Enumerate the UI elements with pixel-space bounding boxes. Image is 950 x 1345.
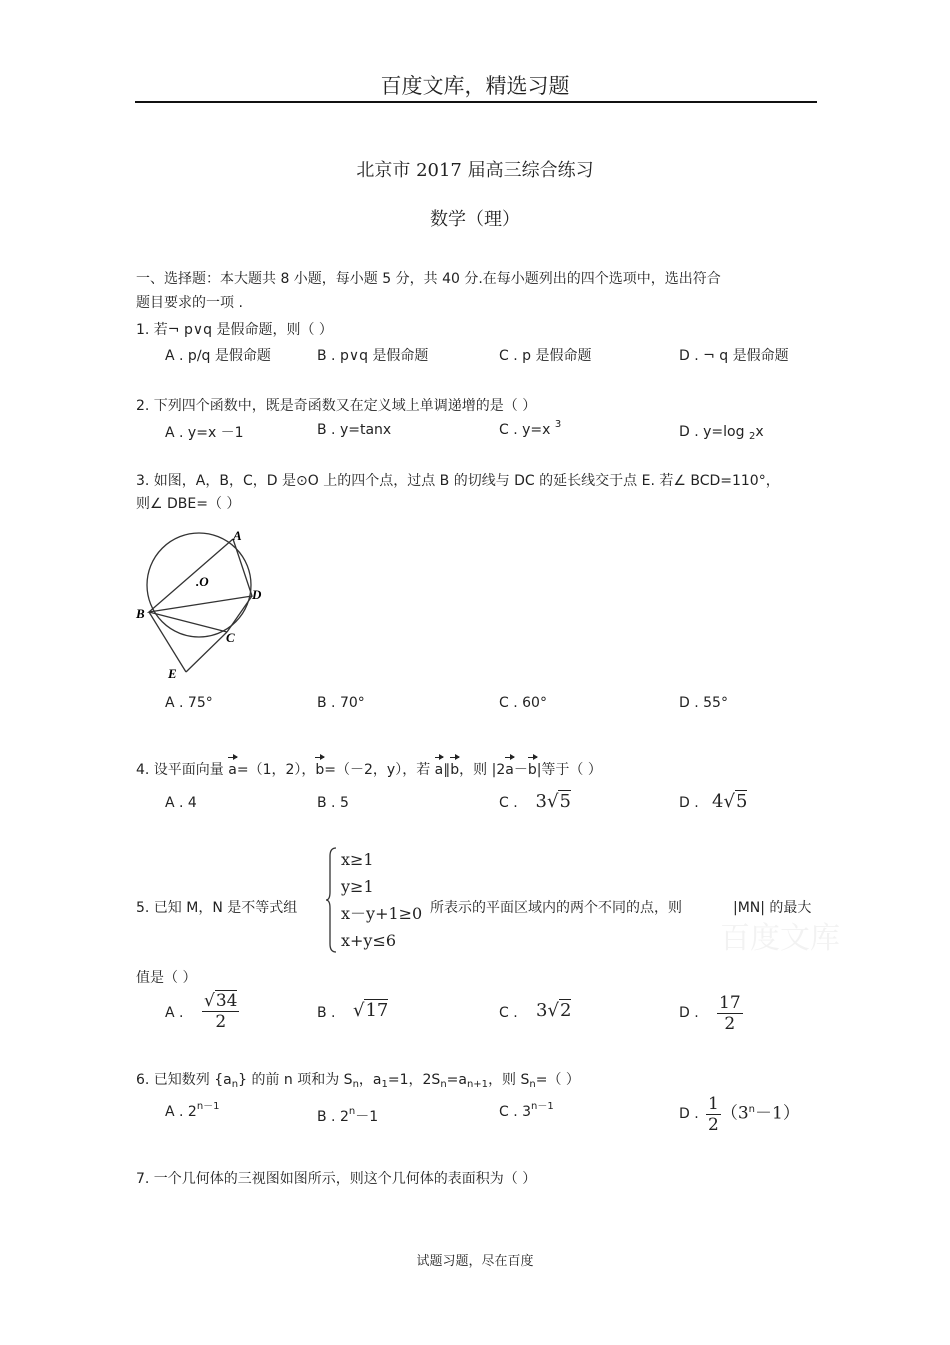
q2-option-c — [499, 419, 562, 438]
q6-option-b-post: －1 — [355, 1109, 379, 1125]
q4-option-d — [679, 791, 747, 812]
vector-b: b — [315, 762, 325, 778]
inequality-3: x－y+1≥0 — [341, 904, 423, 923]
q2-option-a: A . y=x －1 — [165, 425, 244, 441]
page-header: 百度文库，精选习题 — [380, 74, 570, 98]
q4-option-c-label: C . — [499, 795, 518, 811]
q5-option-d-denominator: 2 — [724, 1014, 736, 1034]
q6-option-d — [706, 1094, 800, 1135]
q6-option-b — [317, 1106, 378, 1126]
q6-sub-a1: 1 — [381, 1079, 388, 1090]
section-instructions-line2: 题目要求的一项 . — [136, 295, 243, 311]
chord-bc — [149, 612, 227, 632]
q5-option-a-denominator: 2 — [215, 1012, 227, 1032]
section-instructions-line1: 一、选择题：本大题共 8 小题，每小题 5 分，共 40 分.在每小题列出的四个选项中，选出符合 — [136, 271, 721, 287]
extension-ce — [186, 632, 227, 672]
q6-option-b-base: B . 2 — [317, 1109, 349, 1125]
q6-sub-2sn: n — [440, 1079, 447, 1090]
q6-option-a-exponent: n－1 — [196, 1101, 220, 1112]
q1-stem: 1. 若¬ p∨q 是假命题，则（ ） — [136, 322, 333, 338]
vector-a-2: a — [434, 762, 444, 778]
q6-sub-sn: n — [352, 1079, 359, 1090]
q2-option-d-post: x — [755, 424, 764, 440]
q3-option-a: A . 75° — [165, 695, 213, 711]
q5-option-c-label: C . — [499, 1005, 518, 1021]
vector-a-3: a — [505, 762, 514, 778]
q6-option-a-base: A . 2 — [165, 1104, 197, 1120]
q3-circle-figure — [130, 522, 280, 682]
q5-option-c — [536, 1000, 571, 1021]
label-b: B — [136, 606, 145, 621]
sqrt-sign: √ — [546, 791, 559, 812]
sqrt-sign: √ — [723, 791, 735, 812]
q1-option-c: C . p 是假命题 — [499, 348, 592, 364]
q5-option-b — [353, 1000, 388, 1021]
exam-title: 北京市 2017 届高三综合练习 — [356, 160, 594, 181]
q4-stem — [136, 761, 602, 779]
q4-then: ，则 |2 — [459, 762, 506, 778]
inequality-1: x≥1 — [341, 850, 374, 869]
q1-option-b: B . p∨q 是假命题 — [317, 348, 429, 364]
q5-stem-pre: 5. 已知 M，N 是不等式组 — [136, 900, 298, 916]
q6-option-c-base: C . 3 — [499, 1104, 532, 1120]
q5-option-b-label: B . — [317, 1005, 336, 1021]
q4-option-d-coef: 4 — [712, 791, 724, 812]
sqrt-sign: √ — [547, 1000, 559, 1021]
label-a: A — [233, 528, 242, 543]
q6-stem-g: =（ ） — [535, 1072, 580, 1088]
q4-prefix: 4. 设平面向量 — [136, 762, 229, 778]
q3-option-b: B . 70° — [317, 695, 365, 711]
page-footer: 试题习题，尽在百度 — [416, 1254, 534, 1269]
q5-option-c-radicand: 2 — [559, 1000, 572, 1021]
q5-option-d-label: D . — [679, 1005, 699, 1021]
q5-option-a — [202, 991, 239, 1032]
q4-option-b: B . 5 — [317, 795, 349, 811]
inequality-4: x+y≤6 — [341, 931, 397, 950]
label-d: D — [252, 587, 262, 602]
q5-stem-post: 所表示的平面区域内的两个不同的点，则 — [430, 900, 682, 916]
q7-stem: 7. 一个几何体的三视图如图所示，则这个几何体的表面积为（ ） — [136, 1171, 537, 1187]
q6-option-c — [499, 1101, 554, 1120]
q5-stem-line2: 值是（ ） — [136, 970, 197, 986]
q6-option-d-expr-exponent: n — [748, 1103, 755, 1115]
q2-option-d-base: 2 — [748, 431, 756, 442]
q6-option-a — [165, 1101, 220, 1120]
q6-option-d-expr-post: －1） — [755, 1103, 800, 1124]
q4-option-c-coef: 3 — [535, 791, 547, 812]
q2-option-d — [679, 424, 764, 440]
q5-option-c-coef: 3 — [536, 1000, 548, 1021]
q1-option-d: D . ¬ q 是假命题 — [679, 348, 789, 364]
q6-option-d-expr-pre: （3 — [720, 1103, 749, 1124]
q6-option-c-exponent: n－1 — [531, 1101, 554, 1112]
q4-option-a: A . 4 — [165, 795, 197, 811]
header-rule — [135, 101, 817, 103]
label-c: C — [226, 630, 235, 645]
sqrt-sign: √ — [204, 991, 215, 1011]
q6-stem-e: =a — [446, 1072, 467, 1088]
q4-option-c — [499, 791, 571, 812]
q6-option-d-numerator: 1 — [708, 1094, 719, 1114]
q6-stem-a: 6. 已知数列 {a — [136, 1072, 232, 1088]
system-brace — [326, 846, 338, 954]
q5-option-b-radicand: 17 — [365, 1000, 389, 1021]
q2-option-c-exponent: 3 — [554, 419, 562, 430]
exam-subject: 数学（理） — [430, 209, 520, 230]
sqrt-sign: √ — [353, 1000, 365, 1021]
q6-stem-b: } 的前 n 项和为 S — [238, 1072, 353, 1088]
q6-stem-f: ，则 S — [488, 1072, 530, 1088]
q2-option-d-pre: D . y=log — [679, 424, 745, 440]
q6-option-b-exponent: n — [348, 1106, 356, 1117]
vector-a: a — [228, 762, 237, 778]
q6-sub-n: n — [231, 1079, 239, 1090]
q6-option-d-label: D . — [679, 1106, 699, 1122]
fraction — [717, 993, 743, 1034]
label-o: .O — [196, 574, 209, 589]
q5-option-d — [717, 993, 743, 1034]
q3-option-d: D . 55° — [679, 695, 728, 711]
q4-minus: － — [513, 762, 528, 778]
q4-parallel: ∥ — [443, 762, 451, 778]
q4-b-value: =（－2，y），若 — [324, 762, 435, 778]
q6-option-d-denominator: 2 — [708, 1115, 719, 1135]
q5-stem-end: |MN| 的最大 — [733, 900, 812, 916]
fraction — [202, 991, 239, 1032]
q5-option-a-label: A . — [165, 1005, 184, 1021]
q4-a-value: =（1，2）， — [236, 762, 316, 778]
watermark: 百度文库 — [720, 921, 840, 956]
vector-b-2: b — [450, 762, 460, 778]
tangent-be — [149, 612, 186, 672]
vector-b-3: b — [527, 762, 537, 778]
fraction-numerator — [202, 991, 239, 1012]
q6-stem-c: ，a — [358, 1072, 382, 1088]
q1-option-a: A . p∕q 是假命题 — [165, 348, 271, 364]
q6-stem — [136, 1071, 580, 1091]
q3-stem-line1: 3. 如图，A，B，C，D 是⊙O 上的四个点，过点 B 的切线与 DC 的延长线交于点 E. 若∠ BCD=110°， — [136, 473, 780, 489]
q4-end: |等于（ ） — [536, 762, 602, 778]
q6-stem-d: =1，2S — [387, 1072, 441, 1088]
q4-option-c-radicand: 5 — [559, 791, 571, 812]
q2-option-b: B . y=tanx — [317, 422, 392, 438]
q6-sub-an1: n+1 — [466, 1079, 489, 1090]
q3-stem-line2: 则∠ DBE=（ ） — [136, 496, 241, 512]
q2-stem: 2. 下列四个函数中，既是奇函数又在定义域上单调递增的是（ ） — [136, 398, 537, 414]
q2-option-c-base: C . y=x — [499, 422, 551, 438]
q5-option-a-radicand: 34 — [215, 991, 238, 1011]
q5-option-d-numerator: 17 — [719, 993, 741, 1013]
label-e: E — [168, 666, 177, 681]
fraction — [706, 1094, 721, 1135]
chord-dc — [227, 596, 252, 632]
q4-option-d-label: D . — [679, 795, 699, 811]
inequality-2: y≥1 — [341, 877, 374, 896]
inequality-system — [341, 846, 422, 954]
q4-option-d-radicand: 5 — [735, 791, 748, 812]
q6-sub-sn2: n — [529, 1079, 536, 1090]
q3-option-c: C . 60° — [499, 695, 547, 711]
